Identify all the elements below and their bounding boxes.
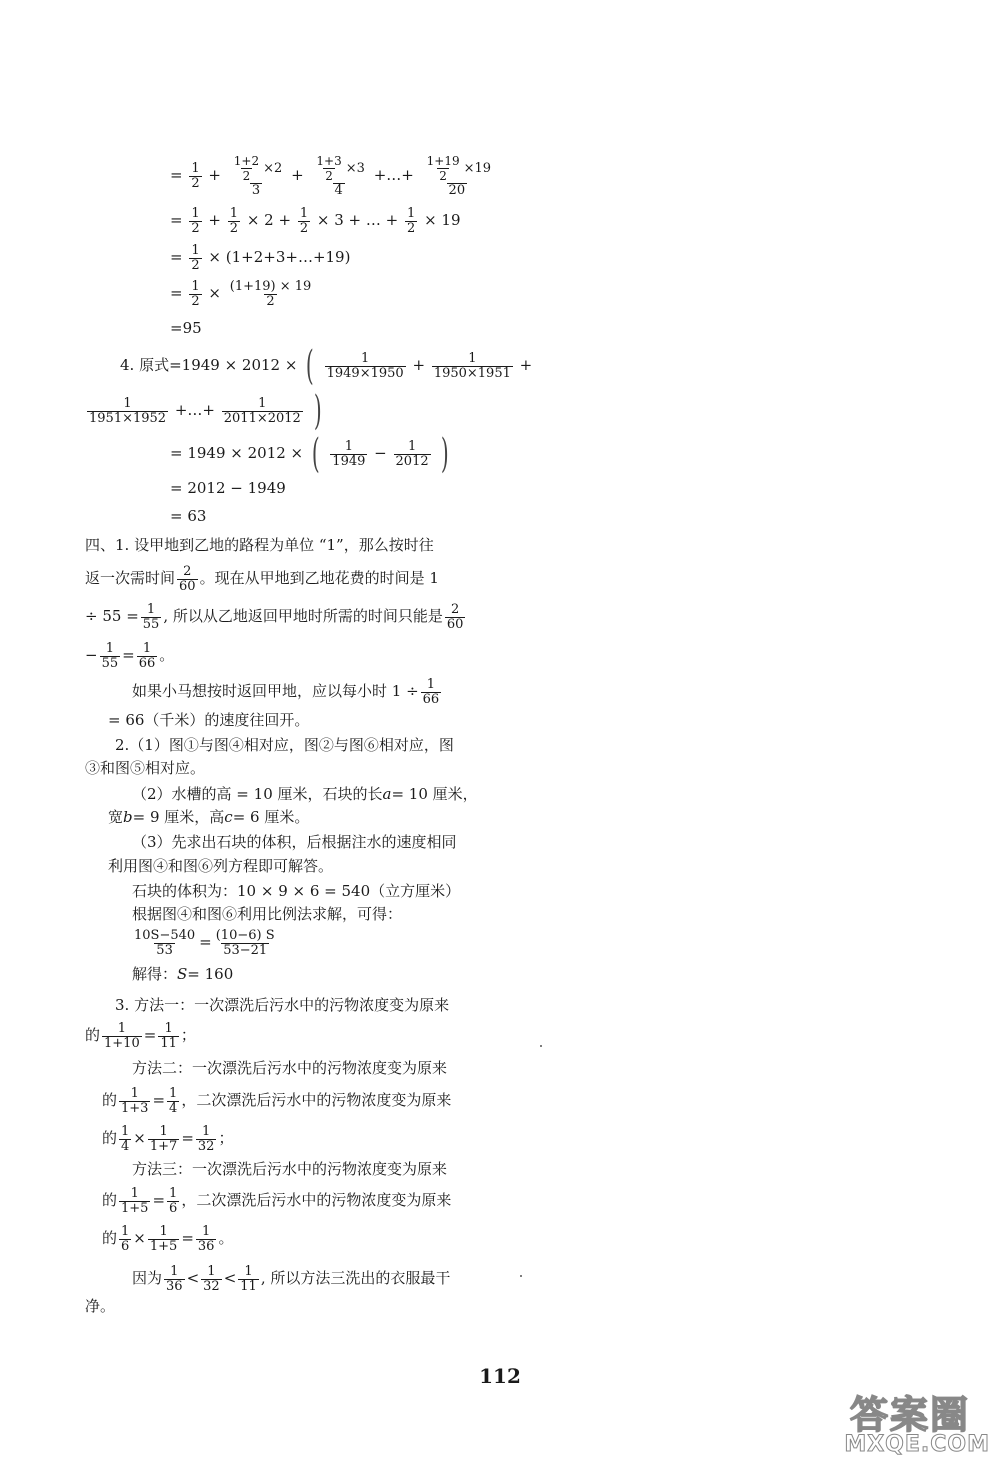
q4-line-3: = 1949 × 2012 × ( $\frac{1}{1949}$ − $\frac{1}{2012}$ ) <box>170 431 450 477</box>
speck <box>520 1275 522 1277</box>
q3-line-1: 3. 方法一：一次漂洗后污水中的污物浓度变为原来 <box>115 996 450 1014</box>
q3-line-3: 方法二：一次漂洗后污水中的污物浓度变为原来 <box>132 1059 448 1077</box>
s4-p1-line-1: 四、1. 设甲地到乙地的路程为单位 “1”，那么按时往 <box>85 536 434 554</box>
q3-line-2: 的 $\frac{1}{1+10}$ = $\frac{1}{11}$ ； <box>85 1020 196 1051</box>
q2-line-7: 石块的体积为：10 × 9 × 6 = 540（立方厘米） <box>132 882 461 900</box>
page-number: 112 <box>479 1364 521 1388</box>
equation-line-1: = $\frac{1}{2}$ + $\frac{1+2}{2}$ ×2 3 + $\frac{1+3}{2}$ ×3 4 +…+ $\frac{1+19}{2}$ ×19 20 <box>170 154 492 198</box>
q2-line-2: ③和图⑤相对应。 <box>85 759 206 777</box>
equation-line-3: = $\frac{1}{2}$ × (1+2+3+…+19) <box>170 242 351 273</box>
s4-p2-line-1: 如果小马想按时返回甲地，应以每小时 1 ÷ $\frac{1}{66}$ <box>132 676 440 707</box>
q2-line-6: 利用图④和图⑥列方程即可解答。 <box>108 857 334 875</box>
watermark-text-en: MXQE.COM <box>844 1432 990 1457</box>
q4-line-1: 4. 原式=1949 × 2012 × ( $\frac{1}{1949\times 1950}$ + $\frac{1}{1950\times 1951}$ + <box>120 343 533 389</box>
q2-line-9: $\frac{10S-540}{53}$ = $\frac{(10-6) S}{53-21}$ <box>134 927 275 958</box>
s4-p2-line-2: = 66（千米）的速度往回开。 <box>108 711 310 729</box>
q3-line-4: 的 $\frac{1}{1+3}$ = $\frac{1}{4}$ ，二次漂洗后污水中的污物浓度变为原来 <box>102 1085 452 1116</box>
equation-line-2: = $\frac{1}{2}$ + $\frac{1}{2}$ × 2 + $\frac{1}{2}$ × 3 + … + $\frac{1}{2}$ × 19 <box>170 205 461 236</box>
watermark-text-cn: 答案圈 <box>849 1393 970 1437</box>
q4-line-2: $\frac{1}{1951\times 1952}$ +…+ $\frac{1}{2011\times 2012}$ ) <box>89 388 322 434</box>
q2-line-10: 解得：S= 160 <box>132 965 234 983</box>
q2-line-1: 2.（1）图①与图④相对应，图②与图⑥相对应，图 <box>115 736 454 754</box>
s4-p1-line-2: 返一次需时间 $\frac{2}{60}$ 。现在从甲地到乙地花费的时间是 1 <box>85 563 439 594</box>
q4-line-4: = 2012 − 1949 <box>170 479 286 497</box>
q2-line-8: 根据图④和图⑥利用比例法求解，可得： <box>132 905 403 923</box>
watermark-logo <box>750 1380 1000 1463</box>
q3-line-8: 的 $\frac{1}{6}$ × $\frac{1}{1+5}$ = $\frac{1}{36}$ 。 <box>102 1223 234 1254</box>
q3-line-9: 因为 $\frac{1}{36}$ < $\frac{1}{32}$ < $\frac{1}{11}$ , 所以方法三洗出的衣服最干 <box>132 1263 451 1294</box>
speck <box>540 1045 542 1047</box>
equation-line-5: =95 <box>170 319 202 337</box>
q3-line-5: 的 $\frac{1}{4}$ × $\frac{1}{1+7}$ = $\frac{1}{32}$ ； <box>102 1123 234 1154</box>
q3-line-7: 的 $\frac{1}{1+5}$ = $\frac{1}{6}$ ，二次漂洗后污水中的污物浓度变为原来 <box>102 1185 452 1216</box>
q4-line-5: = 63 <box>170 507 207 525</box>
q3-line-10: 净。 <box>85 1297 116 1315</box>
q3-line-6: 方法三：一次漂洗后污水中的污物浓度变为原来 <box>132 1160 448 1178</box>
equation-line-4: = $\frac{1}{2}$ × $\frac{(1+19) \times 19}{2}$ <box>170 278 312 309</box>
q2-line-3: （2）水槽的高 = 10 厘米，石块的长a= 10 厘米， <box>132 785 478 803</box>
q2-line-4: 宽b= 9 厘米，高c= 6 厘米。 <box>108 808 310 826</box>
s4-p1-line-4: − $\frac{1}{55}$ = $\frac{1}{66}$ 。 <box>85 640 175 671</box>
s4-p1-line-3: ÷ 55 = $\frac{1}{55}$ , 所以从乙地返回甲地时所需的时间只能是 $\frac{2}{60}$ <box>85 601 464 632</box>
q2-line-5: （3）先求出石块的体积，后根据注水的速度相同 <box>132 833 457 851</box>
